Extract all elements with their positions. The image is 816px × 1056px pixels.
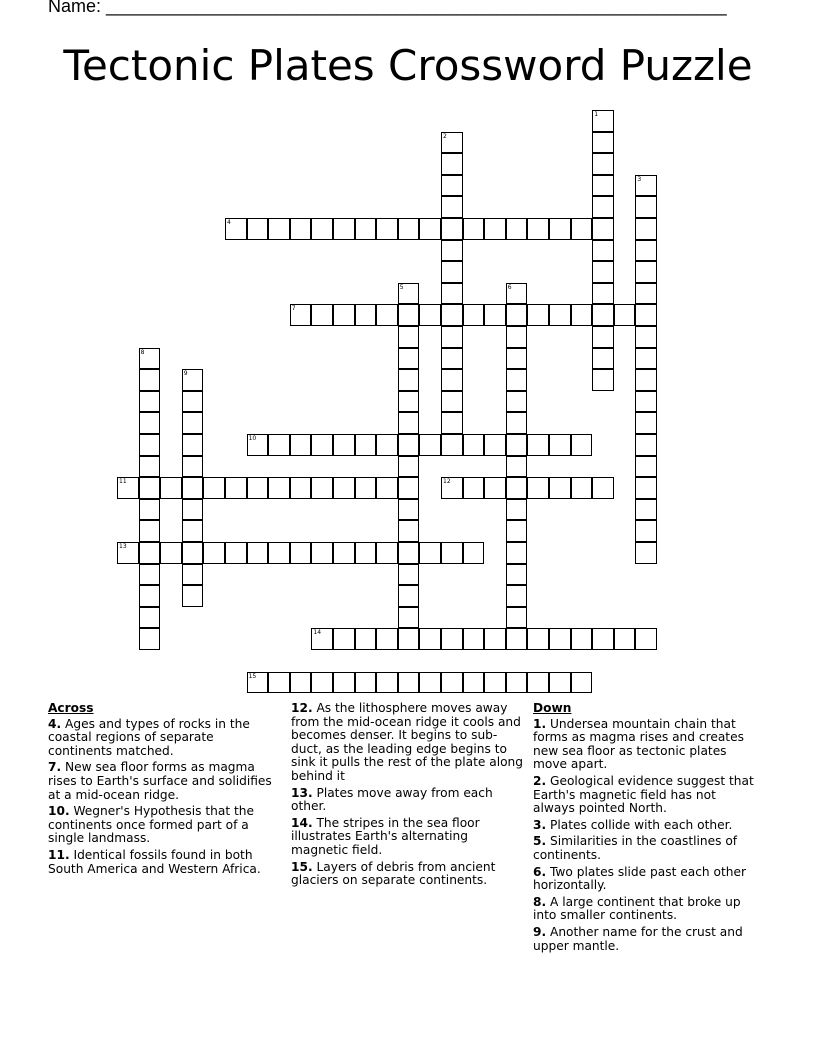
grid-cell[interactable] bbox=[247, 477, 269, 499]
grid-cell[interactable] bbox=[398, 391, 420, 413]
grid-cell[interactable] bbox=[506, 585, 528, 607]
clue-text: Another name for the crust and upper mantle. bbox=[533, 924, 743, 953]
grid-cell[interactable] bbox=[182, 520, 204, 542]
grid-cell[interactable] bbox=[527, 304, 549, 326]
grid-cell[interactable] bbox=[506, 477, 528, 499]
grid-cell[interactable] bbox=[182, 477, 204, 499]
grid-cell[interactable] bbox=[355, 304, 377, 326]
grid-cell[interactable] bbox=[398, 218, 420, 240]
grid-cell[interactable] bbox=[635, 477, 657, 499]
grid-cell[interactable] bbox=[268, 672, 290, 694]
clue-start-number: 5 bbox=[399, 283, 404, 291]
grid-cell[interactable] bbox=[441, 326, 463, 348]
grid-cell[interactable] bbox=[139, 456, 161, 478]
grid-cell[interactable] bbox=[441, 369, 463, 391]
grid-cell[interactable] bbox=[441, 348, 463, 370]
grid-cell[interactable] bbox=[506, 628, 528, 650]
grid-cell[interactable] bbox=[635, 369, 657, 391]
grid-cell[interactable] bbox=[463, 628, 485, 650]
grid-cell[interactable] bbox=[484, 434, 506, 456]
grid-cell[interactable] bbox=[506, 218, 528, 240]
grid-cell[interactable] bbox=[635, 628, 657, 650]
grid-cell[interactable] bbox=[635, 261, 657, 283]
grid-cell[interactable] bbox=[203, 477, 225, 499]
grid-cell[interactable] bbox=[592, 326, 614, 348]
grid-cell[interactable] bbox=[182, 585, 204, 607]
grid-cell[interactable] bbox=[203, 542, 225, 564]
grid-cell[interactable] bbox=[139, 412, 161, 434]
clue-text: Undersea mountain chain that forms as magma rises and creates new sea floor as tectonic plates move apart. bbox=[533, 716, 744, 772]
grid-cell[interactable] bbox=[463, 672, 485, 694]
clue-start-number: 10 bbox=[248, 435, 257, 442]
grid-cell[interactable] bbox=[333, 628, 355, 650]
grid-cell[interactable] bbox=[225, 218, 247, 240]
grid-cell[interactable] bbox=[311, 542, 333, 564]
grid-cell[interactable] bbox=[160, 477, 182, 499]
grid-cell[interactable] bbox=[225, 542, 247, 564]
grid-cell[interactable] bbox=[441, 153, 463, 175]
grid-cell[interactable] bbox=[117, 477, 139, 499]
clue-start-number: 3 bbox=[637, 175, 642, 183]
clue-start-number: 2 bbox=[443, 132, 447, 140]
grid-cell[interactable] bbox=[355, 477, 377, 499]
grid-cell[interactable] bbox=[614, 628, 636, 650]
grid-cell[interactable] bbox=[398, 304, 420, 326]
grid-cell[interactable] bbox=[635, 283, 657, 305]
across-clue bbox=[291, 861, 523, 888]
clue-number: 12. bbox=[291, 701, 313, 715]
grid-cell[interactable] bbox=[571, 434, 593, 456]
grid-cell[interactable] bbox=[441, 132, 463, 154]
grid-cell[interactable] bbox=[225, 477, 247, 499]
grid-cell[interactable] bbox=[311, 628, 333, 650]
grid-cell[interactable] bbox=[549, 672, 571, 694]
grid-cell[interactable] bbox=[355, 672, 377, 694]
grid-cell[interactable] bbox=[592, 153, 614, 175]
grid-cell[interactable] bbox=[635, 434, 657, 456]
grid-cell[interactable] bbox=[398, 672, 420, 694]
clue-text: Two plates slide past each other horizontally. bbox=[533, 864, 746, 893]
grid-cell[interactable] bbox=[549, 218, 571, 240]
grid-cell[interactable] bbox=[268, 542, 290, 564]
across-clue bbox=[291, 817, 523, 858]
clue-start-number: 11 bbox=[119, 478, 127, 486]
grid-cell[interactable] bbox=[182, 456, 204, 478]
grid-cell[interactable] bbox=[635, 218, 657, 240]
clue-number: 7. bbox=[48, 760, 62, 775]
grid-cell[interactable] bbox=[635, 175, 657, 197]
clue-text: Plates move away from each other. bbox=[291, 785, 493, 814]
grid-cell[interactable] bbox=[592, 304, 614, 326]
grid-cell[interactable] bbox=[398, 283, 420, 305]
grid-cell[interactable] bbox=[506, 304, 528, 326]
clue-start-number: 12 bbox=[443, 478, 451, 486]
grid-cell[interactable] bbox=[592, 628, 614, 650]
grid-cell[interactable] bbox=[139, 542, 161, 564]
grid-cell[interactable] bbox=[398, 607, 420, 629]
grid-cell[interactable] bbox=[506, 369, 528, 391]
grid-cell[interactable] bbox=[398, 326, 420, 348]
grid-cell[interactable] bbox=[592, 175, 614, 197]
grid-cell[interactable] bbox=[333, 218, 355, 240]
grid-cell[interactable] bbox=[635, 240, 657, 262]
grid-cell[interactable] bbox=[592, 283, 614, 305]
grid-cell[interactable] bbox=[355, 218, 377, 240]
grid-cell[interactable] bbox=[441, 391, 463, 413]
down-clue bbox=[533, 835, 755, 862]
across-heading: Across bbox=[48, 701, 94, 715]
grid-cell[interactable] bbox=[441, 240, 463, 262]
clue-number: 6. bbox=[533, 864, 547, 879]
grid-cell[interactable] bbox=[441, 196, 463, 218]
name-field-label: Name: ______________________________________________________________ bbox=[48, 0, 727, 16]
clue-text: Plates collide with each other. bbox=[550, 817, 733, 832]
grid-cell[interactable] bbox=[441, 434, 463, 456]
grid-cell[interactable] bbox=[139, 434, 161, 456]
grid-cell[interactable] bbox=[635, 391, 657, 413]
grid-cell[interactable] bbox=[290, 304, 312, 326]
grid-cell[interactable] bbox=[398, 412, 420, 434]
grid-cell[interactable] bbox=[376, 672, 398, 694]
grid-cell[interactable] bbox=[441, 672, 463, 694]
grid-cell[interactable] bbox=[311, 218, 333, 240]
grid-cell[interactable] bbox=[333, 672, 355, 694]
clue-start-number: 15 bbox=[248, 672, 257, 680]
clue-start-number: 8 bbox=[140, 348, 145, 356]
grid-cell[interactable] bbox=[247, 542, 269, 564]
grid-cell[interactable] bbox=[182, 499, 204, 521]
clue-text: Ages and types of rocks in the coastal regions of separate continents matched. bbox=[48, 716, 250, 758]
grid-cell[interactable] bbox=[635, 348, 657, 370]
grid-cell[interactable] bbox=[592, 110, 614, 132]
grid-cell[interactable] bbox=[592, 261, 614, 283]
grid-cell[interactable] bbox=[182, 369, 204, 391]
grid-cell[interactable] bbox=[635, 542, 657, 564]
clue-start-number: 4 bbox=[227, 219, 231, 226]
clue-number: 1. bbox=[533, 716, 547, 731]
grid-cell[interactable] bbox=[571, 477, 593, 499]
grid-cell[interactable] bbox=[419, 672, 441, 694]
grid-cell[interactable] bbox=[376, 477, 398, 499]
grid-cell[interactable] bbox=[527, 477, 549, 499]
grid-cell[interactable] bbox=[398, 520, 420, 542]
grid-cell[interactable] bbox=[139, 499, 161, 521]
clue-text: Wegner's Hypothesis that the continents once formed part of a single landmass. bbox=[48, 804, 255, 846]
grid-cell[interactable] bbox=[398, 477, 420, 499]
down-clue bbox=[533, 926, 755, 953]
across-clues bbox=[48, 702, 280, 879]
grid-cell[interactable] bbox=[398, 564, 420, 586]
grid-cell[interactable] bbox=[463, 477, 485, 499]
clue-number: 4. bbox=[48, 716, 62, 731]
across-clue bbox=[48, 849, 280, 876]
grid-cell[interactable] bbox=[441, 412, 463, 434]
grid-cell[interactable] bbox=[484, 672, 506, 694]
grid-cell[interactable] bbox=[527, 434, 549, 456]
grid-cell[interactable] bbox=[592, 240, 614, 262]
grid-cell[interactable] bbox=[376, 304, 398, 326]
grid-cell[interactable] bbox=[635, 412, 657, 434]
grid-cell[interactable] bbox=[139, 585, 161, 607]
grid-cell[interactable] bbox=[247, 218, 269, 240]
clue-text: The stripes in the sea floor illustrates Earth's alternating magnetic field. bbox=[291, 815, 480, 857]
grid-cell[interactable] bbox=[398, 434, 420, 456]
grid-cell[interactable] bbox=[311, 434, 333, 456]
grid-cell[interactable] bbox=[571, 304, 593, 326]
clue-start-number: 13 bbox=[119, 543, 127, 550]
grid-cell[interactable] bbox=[311, 477, 333, 499]
grid-cell[interactable] bbox=[290, 542, 312, 564]
grid-cell[interactable] bbox=[506, 283, 528, 305]
grid-cell[interactable] bbox=[139, 477, 161, 499]
clue-text: A large continent that broke up into smaller continents. bbox=[533, 894, 741, 923]
clue-start-number: 14 bbox=[313, 629, 322, 637]
grid-cell[interactable] bbox=[398, 499, 420, 521]
grid-cell[interactable] bbox=[333, 304, 355, 326]
grid-cell[interactable] bbox=[571, 672, 593, 694]
grid-cell[interactable] bbox=[506, 542, 528, 564]
grid-cell[interactable] bbox=[182, 412, 204, 434]
across-clue bbox=[48, 718, 280, 759]
grid-cell[interactable] bbox=[398, 585, 420, 607]
down-heading: Down bbox=[533, 701, 572, 715]
grid-cell[interactable] bbox=[549, 477, 571, 499]
page-title: Tectonic Plates Crossword Puzzle bbox=[63, 41, 753, 90]
grid-cell[interactable] bbox=[117, 542, 139, 564]
grid-cell[interactable] bbox=[571, 218, 593, 240]
grid-cell[interactable] bbox=[376, 434, 398, 456]
grid-cell[interactable] bbox=[419, 434, 441, 456]
grid-cell[interactable] bbox=[635, 456, 657, 478]
grid-cell[interactable] bbox=[441, 628, 463, 650]
across-clue bbox=[291, 702, 523, 784]
grid-cell[interactable] bbox=[355, 434, 377, 456]
down-clue bbox=[533, 896, 755, 923]
down-clue bbox=[533, 866, 755, 893]
grid-cell[interactable] bbox=[398, 369, 420, 391]
clue-number: 2. bbox=[533, 773, 547, 788]
clue-start-number: 6 bbox=[507, 283, 512, 291]
grid-cell[interactable] bbox=[139, 520, 161, 542]
grid-cell[interactable] bbox=[484, 477, 506, 499]
clue-text: Identical fossils found in both South America and Western Africa. bbox=[48, 847, 261, 876]
grid-cell[interactable] bbox=[463, 304, 485, 326]
grid-cell[interactable] bbox=[463, 434, 485, 456]
grid-cell[interactable] bbox=[398, 348, 420, 370]
grid-cell[interactable] bbox=[441, 283, 463, 305]
grid-cell[interactable] bbox=[419, 304, 441, 326]
grid-cell[interactable] bbox=[506, 520, 528, 542]
grid-cell[interactable] bbox=[463, 542, 485, 564]
grid-cell[interactable] bbox=[527, 672, 549, 694]
grid-cell[interactable] bbox=[463, 218, 485, 240]
clue-number: 13. bbox=[291, 785, 313, 800]
across-clue bbox=[291, 787, 523, 814]
grid-cell[interactable] bbox=[290, 477, 312, 499]
grid-cell[interactable] bbox=[635, 520, 657, 542]
grid-cell[interactable] bbox=[247, 672, 269, 694]
grid-cell[interactable] bbox=[506, 456, 528, 478]
grid-cell[interactable] bbox=[311, 304, 333, 326]
grid-cell[interactable] bbox=[376, 542, 398, 564]
grid-cell[interactable] bbox=[355, 628, 377, 650]
grid-cell[interactable] bbox=[441, 477, 463, 499]
clue-text: New sea floor forms as magma rises to Earth's surface and solidifies at a mid-ocean ridge. bbox=[48, 760, 272, 802]
grid-cell[interactable] bbox=[139, 369, 161, 391]
grid-cell[interactable] bbox=[419, 218, 441, 240]
grid-cell[interactable] bbox=[635, 196, 657, 218]
across-clue bbox=[48, 761, 280, 802]
grid-cell[interactable] bbox=[506, 499, 528, 521]
grid-cell[interactable] bbox=[139, 607, 161, 629]
grid-cell[interactable] bbox=[571, 628, 593, 650]
across-clue bbox=[48, 805, 280, 846]
grid-cell[interactable] bbox=[506, 326, 528, 348]
grid-cell[interactable] bbox=[484, 628, 506, 650]
grid-cell[interactable] bbox=[484, 304, 506, 326]
grid-cell[interactable] bbox=[441, 175, 463, 197]
clue-start-number: 1 bbox=[594, 111, 599, 118]
clue-number: 5. bbox=[533, 834, 547, 849]
down-clue bbox=[533, 718, 755, 772]
grid-cell[interactable] bbox=[592, 218, 614, 240]
clue-text: Similarities in the coastlines of continents. bbox=[533, 834, 738, 862]
grid-cell[interactable] bbox=[290, 218, 312, 240]
grid-cell[interactable] bbox=[268, 434, 290, 456]
clue-number: 15. bbox=[291, 859, 313, 874]
grid-cell[interactable] bbox=[398, 628, 420, 650]
clue-start-number: 9 bbox=[183, 370, 188, 378]
grid-cell[interactable] bbox=[635, 499, 657, 521]
grid-cell[interactable] bbox=[506, 412, 528, 434]
grid-cell[interactable] bbox=[182, 564, 204, 586]
grid-cell[interactable] bbox=[635, 326, 657, 348]
grid-cell[interactable] bbox=[182, 391, 204, 413]
clue-number: 9. bbox=[533, 924, 547, 939]
grid-cell[interactable] bbox=[290, 434, 312, 456]
grid-cell[interactable] bbox=[139, 564, 161, 586]
grid-cell[interactable] bbox=[182, 434, 204, 456]
grid-cell[interactable] bbox=[441, 542, 463, 564]
grid-cell[interactable] bbox=[549, 434, 571, 456]
grid-cell[interactable] bbox=[592, 348, 614, 370]
grid-cell[interactable] bbox=[441, 261, 463, 283]
grid-cell[interactable] bbox=[290, 672, 312, 694]
across-clues-continued bbox=[291, 702, 523, 891]
grid-cell[interactable] bbox=[419, 628, 441, 650]
grid-cell[interactable] bbox=[160, 542, 182, 564]
grid-cell[interactable] bbox=[527, 628, 549, 650]
grid-cell[interactable] bbox=[268, 477, 290, 499]
clue-text: Geological evidence suggest that Earth's magnetic field has not always pointed North. bbox=[533, 773, 754, 816]
grid-cell[interactable] bbox=[376, 628, 398, 650]
grid-cell[interactable] bbox=[398, 456, 420, 478]
grid-cell[interactable] bbox=[614, 304, 636, 326]
grid-cell[interactable] bbox=[592, 477, 614, 499]
clue-text: Layers of debris from ancient glaciers on separate continents. bbox=[291, 859, 496, 888]
grid-cell[interactable] bbox=[592, 196, 614, 218]
grid-cell[interactable] bbox=[419, 542, 441, 564]
grid-cell[interactable] bbox=[506, 672, 528, 694]
grid-cell[interactable] bbox=[139, 391, 161, 413]
grid-cell[interactable] bbox=[355, 542, 377, 564]
down-clues bbox=[533, 702, 755, 956]
grid-cell[interactable] bbox=[484, 218, 506, 240]
clue-number: 11. bbox=[48, 847, 70, 862]
grid-cell[interactable] bbox=[311, 672, 333, 694]
grid-cell[interactable] bbox=[376, 218, 398, 240]
grid-cell[interactable] bbox=[506, 564, 528, 586]
grid-cell[interactable] bbox=[333, 477, 355, 499]
grid-cell[interactable] bbox=[333, 434, 355, 456]
clue-start-number: 7 bbox=[291, 305, 296, 313]
clue-number: 3. bbox=[533, 817, 547, 832]
grid-cell[interactable] bbox=[182, 542, 204, 564]
grid-cell[interactable] bbox=[268, 218, 290, 240]
grid-cell[interactable] bbox=[506, 607, 528, 629]
clue-text: As the lithosphere moves away from the mid-ocean ridge it cools and becomes denser. It begins to sub-duct, as the leading edge begins to sink it pulls the rest of the plate along behind it bbox=[291, 701, 524, 783]
grid-cell[interactable] bbox=[506, 391, 528, 413]
clue-number: 8. bbox=[533, 894, 547, 909]
grid-cell[interactable] bbox=[333, 542, 355, 564]
grid-cell[interactable] bbox=[527, 218, 549, 240]
grid-cell[interactable] bbox=[441, 304, 463, 326]
down-clue bbox=[533, 775, 755, 816]
grid-cell[interactable] bbox=[592, 369, 614, 391]
grid-cell[interactable] bbox=[549, 628, 571, 650]
grid-cell[interactable] bbox=[506, 348, 528, 370]
grid-cell[interactable] bbox=[549, 304, 571, 326]
grid-cell[interactable] bbox=[139, 628, 161, 650]
grid-cell[interactable] bbox=[635, 304, 657, 326]
grid-cell[interactable] bbox=[247, 434, 269, 456]
down-clue bbox=[533, 819, 755, 833]
grid-cell[interactable] bbox=[398, 542, 420, 564]
clue-number: 14. bbox=[291, 815, 313, 830]
clue-number: 10. bbox=[48, 804, 70, 819]
grid-cell[interactable] bbox=[592, 132, 614, 154]
grid-cell[interactable] bbox=[139, 348, 161, 370]
grid-cell[interactable] bbox=[506, 434, 528, 456]
grid-cell[interactable] bbox=[441, 218, 463, 240]
